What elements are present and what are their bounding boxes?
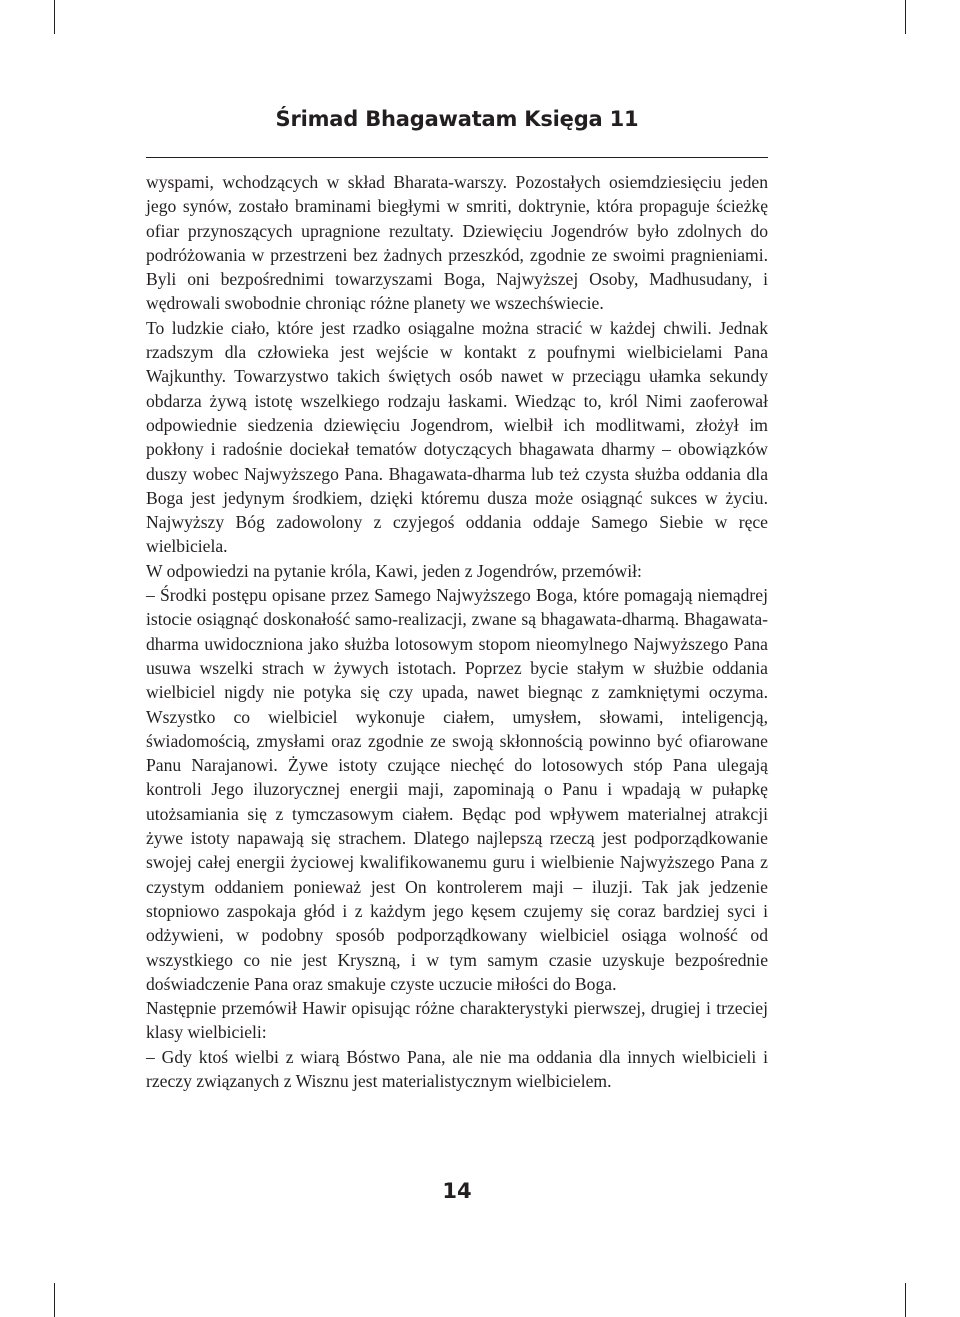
crop-mark-top-left (54, 0, 55, 34)
crop-mark-bottom-right (905, 1283, 906, 1317)
paragraph: W odpowiedzi na pytanie króla, Kawi, jeden z Jogendrów, przemówił: (146, 560, 642, 581)
paragraph: Następnie przemówił Hawir opisując różne charakterystyki pierwszej, drugiej i trzeciej klasy wielbicieli: (146, 998, 768, 1043)
paragraph: To ludzkie ciało, które jest rzadko osiągalne można stracić w każdej chwili. Jednak rzadszym dla człowieka jest wejście w kontakt z poufnymi wielbicielami Pana Wajkunthy. Towarzystwo takich świętych osób nawet w przeciągu ułamka sekundy obdarza żywą istotę wszelkiego rodzaju łaskami. Wiedząc to, król Nimi zaoferował odpowiednie siedzenia dziewięciu Jogendrom, wielbił ich modlitwami, złożył im pokłony i radośnie dociekał tematów dotyczących bhagawata dharmy – obowiązków duszy wobec Najwyższego Pana. Bhagawata-dharma lub też czysta służba oddania dla Boga jest jedynym środkiem, dzięki któremu dusza może osiągnąć sukces w życiu. Najwyższy Bóg zadowolony z czyjegoś oddania oddaje Samego Siebie w ręce wielbiciela. (146, 317, 768, 557)
paragraph: – Gdy ktoś wielbi z wiarą Bóstwo Pana, ale nie ma oddania dla innych wielbicieli i rzeczy związanych z Wisznu jest materialistycznym wielbicielem. (146, 1046, 768, 1091)
crop-mark-bottom-left (54, 1283, 55, 1317)
paragraph: wyspami, wchodzących w skład Bharata-warszy. Pozostałych osiemdziesięciu jeden jego synów, zostało braminami biegłymi w smriti, doktrynie, która propaguje ścieżkę ofiar przynoszących upragnione rezultaty. Dziewięciu Jogendrów było zdolnych do podróżowania w przestrzeni bez żadnych przeszkód, zgodnie ze swoimi pragnieniami. Byli oni bezpośrednimi towarzyszami Boga, Najwyższej Osoby, Madhusudany, i wędrowali swobodnie chroniąc różne planety we wszechświecie. (146, 172, 768, 314)
crop-mark-top-right (905, 0, 906, 34)
body-text (146, 170, 768, 1093)
running-header: Śrimad Bhagawatam Księga 11 (275, 107, 639, 131)
page-number: 14 (442, 1179, 472, 1203)
header-rule (146, 157, 768, 158)
paragraph: – Środki postępu opisane przez Samego Najwyższego Boga, które pomagają niemądrej istocie osiągnąć doskonałość samo-realizacji, zwane są bhagawata-dharmą. Bhagawata-dharma uwidoczniona jako służba lotosowym stopom nieomylnego Najwyższego Pana usuwa wszelki strach w żywych istotach. Poprzez bycie stałym w służbie oddania wielbiciel nigdy nie potyka się czy upada, nawet biegnąc z zamkniętymi oczyma. Wszystko co wielbiciel wykonuje ciałem, umysłem, słowami, inteligencją, świadomością, zmysłami oraz zgodnie ze swoją skłonnością powinno być ofiarowane Panu Narajanowi. Żywe istoty czujące niechęć do lotosowych stóp Pana ulegają kontroli Jego iluzorycznej energii maji, zapominają o Panu i wpadają w pułapkę utożsamiania się z tymczasowym ciałem. Będąc pod wpływem materialnej atrakcji żywe istoty napawają się strachem. Dlatego najlepszą rzeczą jest podporządkowanie swojej całej energii życiowej kwalifikowanemu guru i wielbienie Najwyższego Pana z czystym oddaniem ponieważ jest On kontrolerem maji – iluzji. Tak jak jedzenie stopniowo zaspokaja głód i z każdym jego kęsem czujemy się coraz bardziej syci i odżywieni, w podobny sposób podporządkowany wielbiciel osiąga wolność od wszystkiego co nie jest Kryszną, i w tym samym czasie uzyskuje bezpośrednie doświadczenie Pana oraz smakuje czyste uczucie miłości do Boga. (146, 585, 768, 994)
